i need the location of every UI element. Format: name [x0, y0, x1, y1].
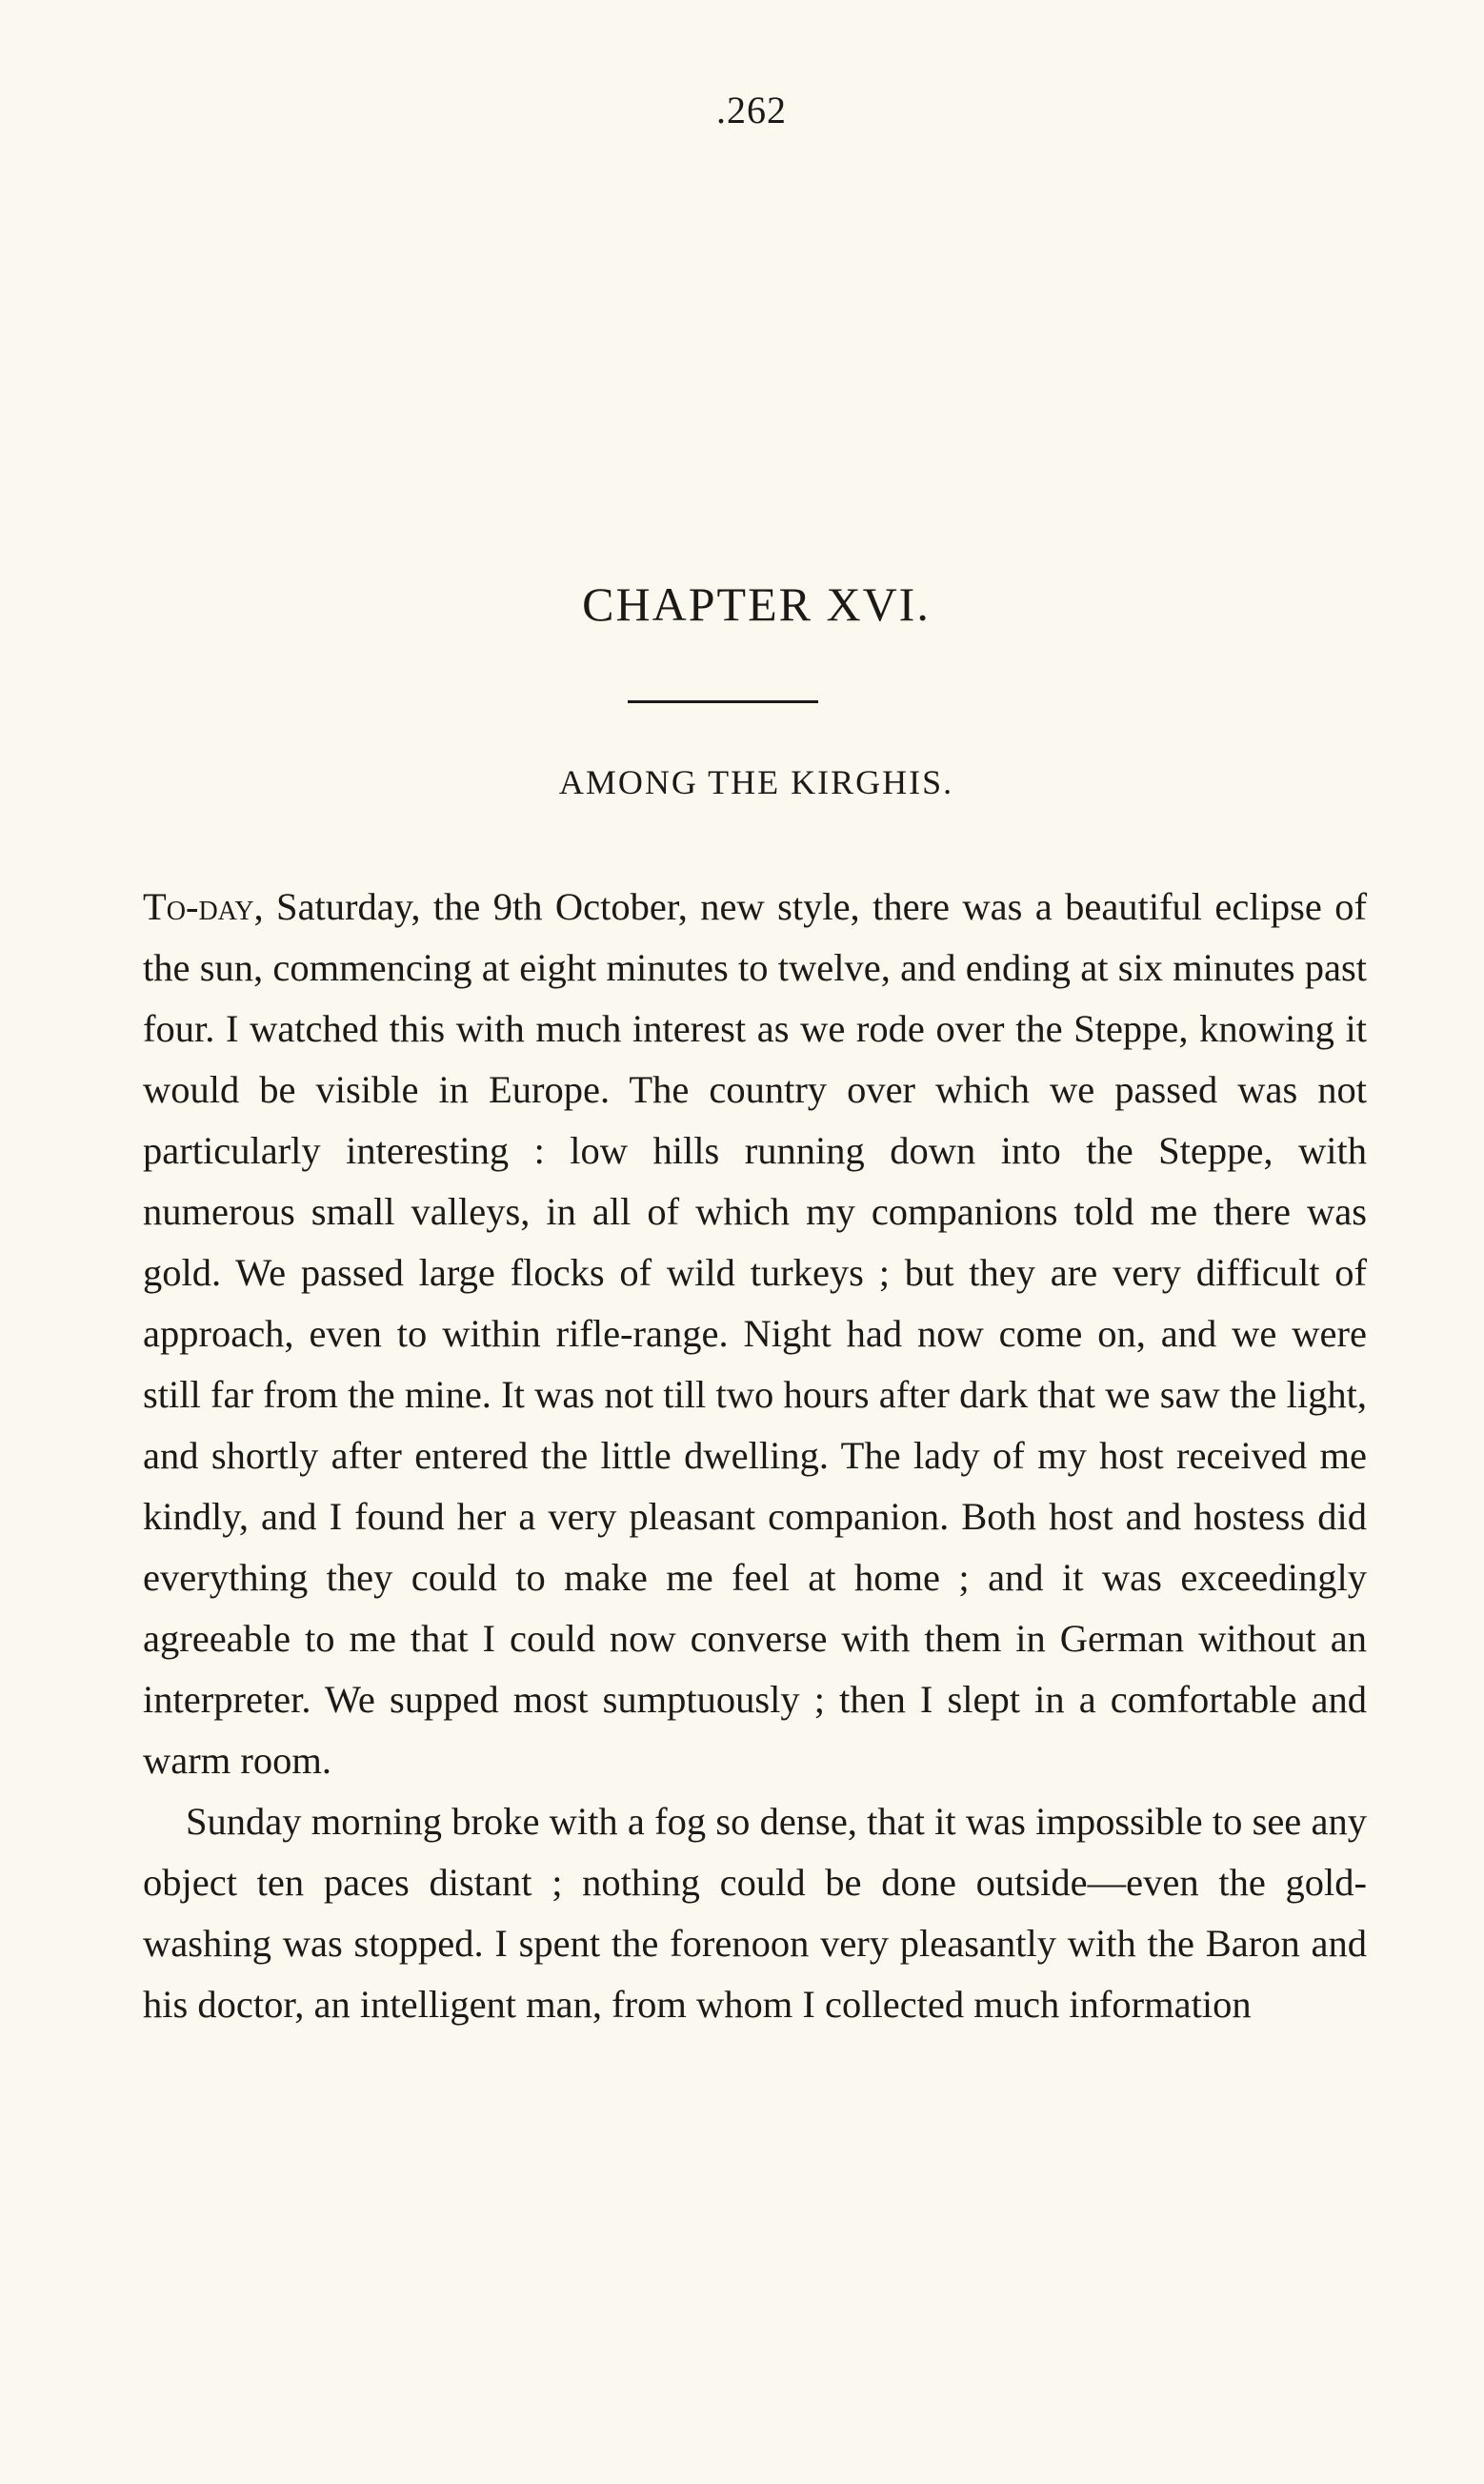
body-text [143, 877, 1367, 2035]
chapter-title: CHAPTER XVI. [582, 577, 931, 631]
paragraph-1 [143, 877, 1367, 1791]
paragraph-2-text: Sunday morning broke with a fog so dense, that it was impossible to see any object ten paces distant ; nothing could be done outside—even the gold-washing was stopped. I spent the forenoon very pleasantly with the Baron and his doctor, an intelligent man, from whom I collected much information [143, 1800, 1367, 2026]
paragraph-lead-word: To-day, [143, 885, 264, 928]
chapter-subtitle: AMONG THE KIRGHIS. [558, 763, 954, 801]
paragraph-2 [143, 1791, 1367, 2035]
title-divider [628, 700, 818, 703]
paragraph-1-text: Saturday, the 9th October, new style, there was a beautiful eclipse of the sun, commencing at eight minutes to twelve, and ending at six minutes past four. I watched this with much interest as we rode over the Steppe, knowing it would be visible in Europe. The country over which we passed was not particularly interesting : low hills running down into the Steppe, with numerous small valleys, in all of which my companions told me there was gold. We passed large flocks of wild turkeys ; but they are very difficult of approach, even to within rifle-range. Night had now come on, and we were still far from the mine. It was not till two hours after dark that we saw the light, and shortly after entered the little dwelling. The lady of my host received me kindly, and I found her a very pleasant companion. Both host and hostess did everything they could to make me feel at home ; and it was exceedingly agreeable to me that I could now converse with them in German without an interpreter. We supped most sumptuously ; then I slept in a comfortable and warm room. [143, 885, 1367, 1782]
page-number: .262 [716, 89, 787, 131]
